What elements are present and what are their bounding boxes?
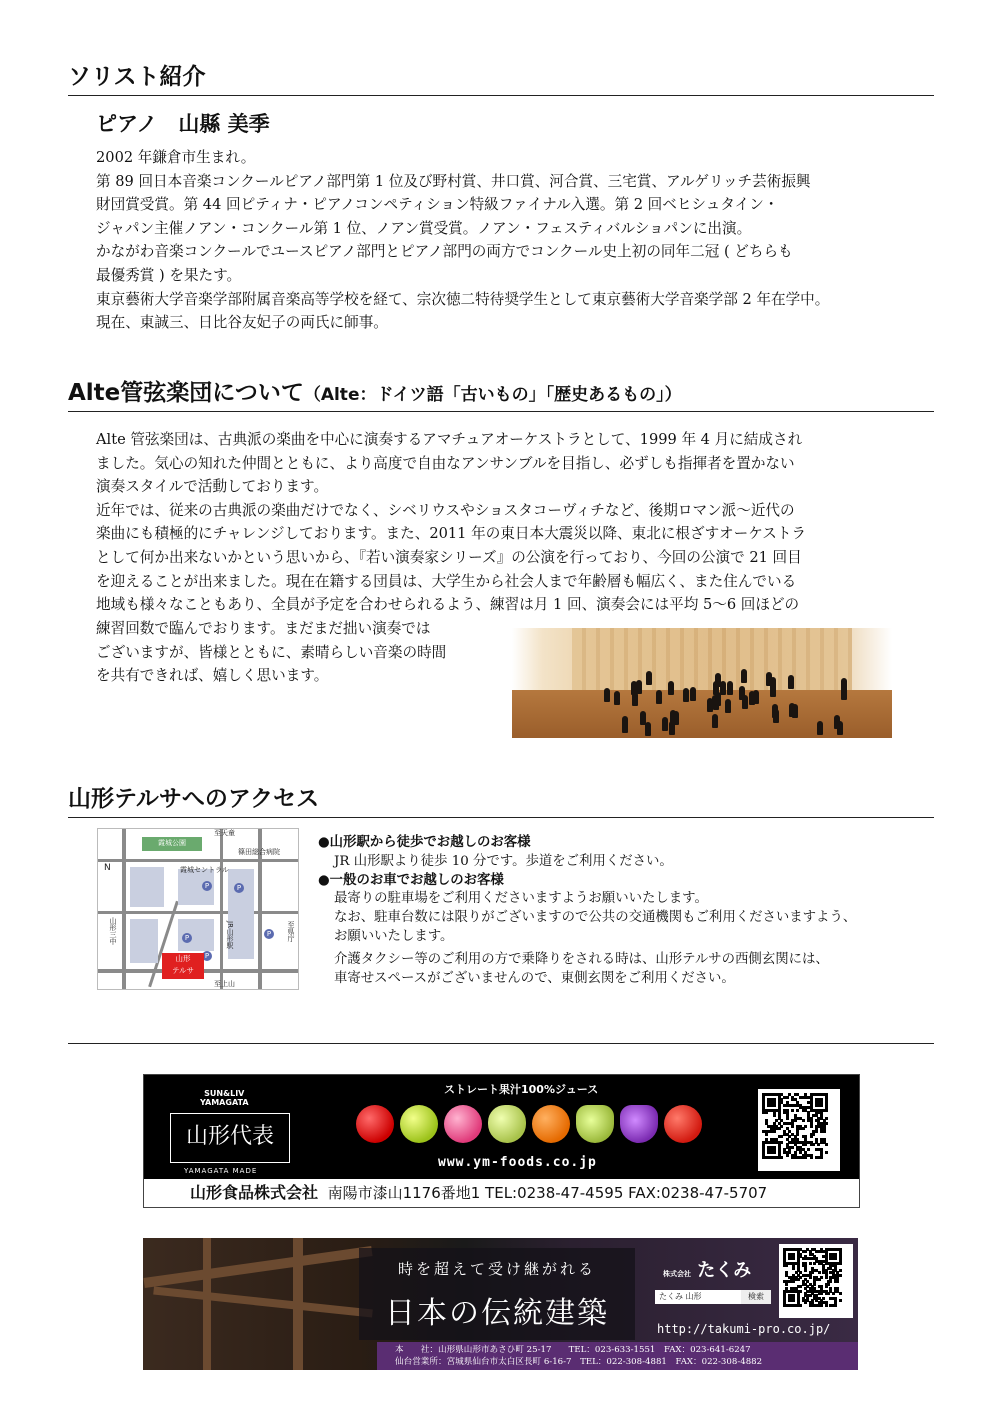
venue-label-line1: 山形 [175,954,191,963]
qr-module [810,1156,813,1159]
qr-module [827,1292,830,1295]
qr-module [804,1156,807,1159]
ad-url: www.ym-foods.co.jp [438,1155,597,1170]
qr-module [792,1280,795,1283]
persimmon-icon [532,1105,570,1143]
qr-module [820,1104,823,1107]
map-label-south-road: 至上山 [214,980,235,988]
qr-module [791,1109,794,1112]
bio-line: 2002 年鎌倉市生まれ。 [96,149,256,166]
photo-wall [572,628,852,690]
orchestra-line: として何か出来ないかという思いから、『若い演奏家シリーズ』の公演を行っており、今回の公演で 21 回目 [96,548,802,566]
qr-module [785,1264,788,1267]
peach-icon [444,1105,482,1143]
qr-module [773,1114,776,1117]
qr-module [810,1125,813,1128]
qr-module [825,1117,828,1120]
qr-module [812,1143,815,1146]
orchestra-line: Alte 管弦楽団は、古典派の楽曲を中心に演奏するアマチュアオーケストラとして、1999 年 4 月に結成され [96,431,803,448]
bio-line: ジャパン主催ノアン・コンクール第 1 位、ノアン賞受賞。ノアン・フェスティバルショパンに出演。 [96,219,752,237]
orchestra-line: ました。気心の知れた仲間とともに、より高度で自由なアンサンブルを目指し、必ずしも指揮者を置かない [96,454,795,472]
orchestra-line: 楽曲にも積極的にチャレンジしております。また、2011 年の東日本大震災以降、東北に根ざすオーケストラ [96,525,807,543]
ad-brand-mark [200,1089,249,1107]
map-park: 霞城公園 [142,837,202,851]
qr-module [813,1262,816,1265]
qr-module [839,1292,842,1295]
access-map [97,828,299,990]
map-parking: P [234,883,244,893]
qr-module [818,1271,821,1274]
qr-module [780,1125,783,1128]
qr-module [815,1130,818,1133]
qr-module [792,1267,795,1270]
orchestra-line: 地域も様々なこともあり、全員が予定を合わせられるよう、練習は月 1 回、演奏会には平均 5～6 回ほどの [96,596,800,614]
qr-module [810,1135,813,1138]
photo-musician [622,719,628,733]
photo-musician [770,683,776,697]
qr-module [799,1304,802,1307]
orchestra-description [96,428,936,617]
section-divider [68,411,934,412]
photo-musician [646,671,652,685]
brand-line: SUN&LIV [204,1089,245,1098]
photo-musician [614,691,620,705]
bio-line: 財団賞受賞。第 44 回ピティナ・ピアノコンペティション特級ファイナル入選。第 2 回ベヒシュタイン・ [96,196,779,214]
photo-musician [632,692,638,706]
ad-company: 山形食品株式会社 [190,1183,319,1202]
pear-icon [488,1105,526,1143]
photo-musician [753,690,759,704]
map-label-north-road: 至天童 [214,829,235,837]
map-label-prefecture-road: 至県庁 [287,921,295,942]
soloist-name: ピアノ 山縣 美季 [96,112,270,136]
qr-module [773,1104,776,1107]
photo-musician [834,715,840,729]
qr-module [825,1122,828,1125]
photo-musician [669,721,675,735]
photo-musician [640,711,646,725]
qr-module [817,1143,820,1146]
qr-module [791,1125,794,1128]
qr-module [825,1276,828,1279]
ad-tagline: ストレート果汁100%ジュース [444,1083,599,1096]
photo-musician [788,675,794,689]
orchestra-title-main: Alte管弦楽団について [68,380,304,406]
qr-module [809,1276,812,1279]
qr-module [773,1130,776,1133]
orchestra-photo [512,628,892,738]
qr-module [839,1299,842,1302]
car-text-line: お願いいたします。 [334,928,454,944]
ad-beam [203,1238,211,1370]
sendai-line: 仙台営業所：宮城県仙台市太白区長町 6-16-7 TEL：022-308-4881 FAX：022-308-4882 [395,1357,763,1367]
photo-musician [668,681,674,695]
qr-code-icon [758,1089,840,1171]
map-label-hospital: 篠田総合病院 [238,848,280,856]
ad-ymfoods-banner [144,1075,859,1179]
photo-musician [789,703,795,717]
photo-musician [656,690,662,704]
section-divider [68,95,934,96]
qr-module [836,1280,839,1283]
walk-heading: ●山形駅から徒歩でお越しのお客様 [318,835,531,850]
photo-musician [773,709,779,723]
photo-musician [741,669,747,683]
car-text-line: 最寄りの駐車場をご利用くださいますようお願いいたします。 [334,891,708,907]
map-block [130,919,158,963]
photo-musician [817,721,823,735]
access-info [318,834,918,988]
map-north-marker: N [104,863,111,873]
brand-line: YAMAGATA [200,1098,249,1107]
qr-module [804,1269,807,1272]
orchestra-line: ございますが、皆様とともに、素晴らしい音楽の時間 [96,643,447,661]
photo-musician [715,673,721,687]
ad-logo: 山形代表 [170,1113,290,1163]
soloist-section-title: ソリスト紹介 [68,64,206,90]
grape-purple-icon [620,1105,658,1143]
qr-module [825,1285,828,1288]
photo-musician [683,688,689,702]
bio-line: 現在、東誠三、日比谷友妃子の両氏に師事。 [96,314,388,332]
photo-musician [636,680,642,694]
qr-module [792,1257,795,1260]
car-text-line: なお、駐車台数には限りがございますので公共の交通機関もご利用くださいますよう、 [334,910,857,926]
qr-module [807,1148,810,1151]
ad-takumi-url: http://takumi-pro.co.jp/ [657,1322,831,1336]
map-road [220,829,223,989]
qr-module [802,1127,805,1130]
ad-beam [293,1238,303,1370]
qr-module [786,1096,789,1099]
photo-musician [662,717,668,731]
ad-takumi [143,1238,858,1370]
orchestra-line: 近年では、従来の古典派の楽曲だけでなく、シベリウスやショスタコーヴィチなど、後期ロマン派～近代の [96,501,795,519]
qr-module [797,1278,800,1281]
grape-green-icon [576,1105,614,1143]
qr-module [796,1109,799,1112]
bio-line: 最優秀賞 ) を果たす。 [96,266,242,284]
qr-module [812,1133,815,1136]
qr-module [820,1156,823,1159]
ad-headline: 日本の伝統建築 [385,1296,609,1331]
qr-module [786,1117,789,1120]
map-parking: P [264,929,274,939]
map-road [98,911,298,914]
qr-module [825,1304,828,1307]
qr-module [839,1262,842,1265]
bio-line: 東京藝術大学音楽学部附属音楽高等学校を経て、宗次徳二特待奨学生として東京藝術大学音楽学部 2 年在学中。 [96,290,830,308]
apple-red-icon [356,1105,394,1143]
takumi-logo [663,1256,751,1282]
qr-module [804,1301,807,1304]
photo-musician [604,688,610,702]
qr-module [832,1292,835,1295]
qr-module [809,1262,812,1265]
ad-takumi-brand [655,1246,775,1290]
qr-module [773,1151,776,1154]
qr-module [825,1109,828,1112]
qr-module [802,1119,805,1122]
orchestra-section-title [68,374,682,407]
ad-catch: 時を超えて受け継がれる [397,1260,596,1278]
map-parking: P [202,881,212,891]
section-divider [68,1043,934,1044]
qr-module [785,1283,788,1286]
qr-module [818,1278,821,1281]
map-label-school: 山形三中 [109,917,117,945]
photo-musician [690,687,696,701]
ad-address: 南陽市漆山1176番地1 TEL:0238-47-4595 FAX:0238-47-5707 [327,1184,768,1202]
photo-musician [739,686,745,700]
venue-label-line2: テルサ [171,966,195,975]
search-box: たくみ 山形 [655,1290,741,1304]
tomato-icon [664,1105,702,1143]
ad-beam [143,1246,372,1288]
ad-ymfoods [143,1074,860,1208]
map-label-central: 霞城セントラル [180,866,229,874]
map-label-station: JR山形駅 [226,921,234,949]
section-divider [68,817,934,818]
taxi-text-line: 車寄せスペースがございませんので、東側玄関をご利用ください。 [334,970,735,986]
photo-musician [727,681,733,695]
qr-module [780,1156,783,1159]
qr-module [778,1127,781,1130]
taxi-text-line: 介護タクシー等のご利用の方で乗降りをされる時は、山形テルサの西側玄関には、 [334,951,829,967]
photo-stage [512,690,892,738]
photo-musician [841,686,847,700]
orchestra-line: 演奏スタイルで活動しております。 [96,478,329,496]
qr-module [794,1119,797,1122]
qr-module [799,1285,802,1288]
photo-musician [712,714,718,728]
ad-headline-panel [359,1248,635,1340]
company-name: たくみ [697,1260,752,1281]
qr-module [825,1143,828,1146]
orchestra-line: を迎えることが出来ました。現在在籍する団員は、大学生から社会人まで年齢層も幅広く、また住んでいる [96,572,797,590]
qr-module [820,1304,823,1307]
apple-green-icon [400,1105,438,1143]
ad-ymfoods-contact [144,1179,859,1207]
orchestra-closing [96,617,506,688]
map-parking: P [182,933,192,943]
qr-module [765,1111,768,1114]
qr-module [834,1304,837,1307]
soloist-bio [96,146,936,335]
company-prefix: 株式会社 [663,1270,691,1278]
qr-module [825,1151,828,1154]
walk-text: JR 山形駅より徒歩 10 分です。歩道をご利用ください。 [334,853,673,869]
qr-module [792,1299,795,1302]
orchestra-line: 練習回数で臨んでおります。まだまだ拙い演奏では [96,620,431,637]
bio-line: かながわ音楽コンクールでユースピアノ部門とピアノ部門の両方でコンクール史上初の同年二冠 ( どちらも [96,243,793,261]
qr-module [780,1141,783,1144]
access-section-title: 山形テルサへのアクセス [68,786,320,812]
ad-beam [153,1287,373,1318]
qr-module [804,1250,807,1253]
ad-made-label: YAMAGATA MADE [184,1167,258,1175]
bio-line: 第 89 回日本音楽コンクールピアノ部門第 1 位及び野村賞、井口賞、河合賞、三宅賞、アルゲリッチ芸術振興 [96,172,811,190]
qr-module [765,1133,768,1136]
map-block [130,867,164,907]
map-parking: P [202,951,212,961]
qr-module [791,1146,794,1149]
qr-module [804,1143,807,1146]
qr-module [804,1125,807,1128]
qr-module [796,1133,799,1136]
orchestra-title-sub: （Alte：ドイツ語「古いもの」「歴史あるもの」） [303,385,682,405]
qr-module [820,1292,823,1295]
qr-module [786,1154,789,1157]
orchestra-line: を共有できれば、嬉しく思います。 [96,667,329,685]
qr-module [823,1130,826,1133]
ad-takumi-contact [377,1342,858,1370]
map-venue-marker [162,953,204,979]
map-road [122,829,126,989]
photo-musician [725,699,731,713]
hq-line: 本 社：山形県山形市あさひ町 25-17 TEL：023-633-1551 FAX：023-641-6247 [395,1345,751,1355]
qr-module [780,1135,783,1138]
photo-musician [715,692,721,706]
search-button: 検索 [741,1290,771,1304]
qr-code-icon [779,1244,853,1318]
map-road [98,859,298,862]
car-heading: ●一般のお車でお越しのお客様 [318,872,504,888]
qr-module [834,1257,837,1260]
